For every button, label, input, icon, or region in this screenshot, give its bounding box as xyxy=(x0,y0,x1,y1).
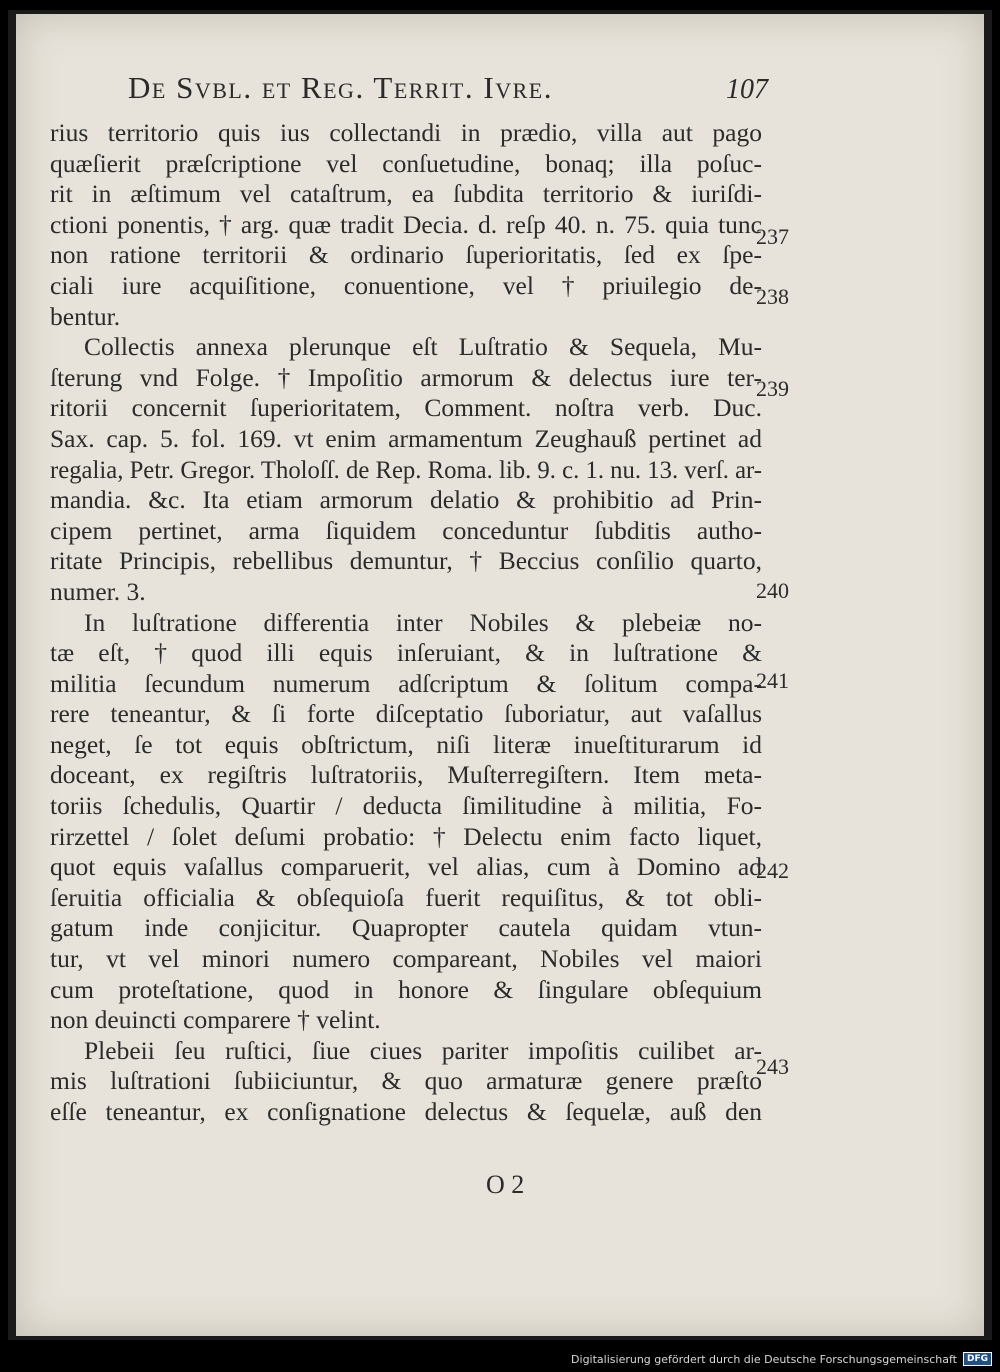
dfg-logo: DFG xyxy=(963,1352,992,1366)
text-line: ritorii concernit ſuperioritatem, Comment. noſtra verb. Duc. xyxy=(50,393,762,423)
signature-mark: O 2 xyxy=(486,1170,525,1199)
margin-number: 239 xyxy=(756,376,789,401)
text-line: toriis ſchedulis, Quartir / deducta ſimilitudine à militia, Fo- xyxy=(50,791,762,821)
text-line: mandia. &c. Ita etiam armorum delatio & prohibitio ad Prin- xyxy=(50,485,762,515)
text-line: quot equis vaſallus comparuerit, vel alias, cum à Domino ad xyxy=(50,852,762,882)
page-header xyxy=(128,70,768,110)
text-line: cum proteſtatione, quod in honore & ſingulare obſequium xyxy=(50,974,762,1004)
text-line: regalia, Petr. Gregor. Tholoſſ. de Rep. Roma. lib. 9. c. 1. nu. 13. verſ. ar- xyxy=(50,454,762,484)
text-line: neget, ſe tot equis obſtrictum, niſi literæ inueſtiturarum id xyxy=(50,729,762,759)
text-line: ciali iure acquiſitione, conuentione, vel † priuilegio de- xyxy=(50,270,762,300)
text-line: militia ſecundum numerum adſcriptum & ſolitum compa- xyxy=(50,668,762,698)
margin-number: 240 xyxy=(756,578,789,603)
text-line: Collectis annexa plerunque eſt Luſtratio & Sequela, Mu- xyxy=(84,332,762,362)
footer-text: Digitalisierung gefördert durch die Deutsche Forschungsgemeinschaft xyxy=(571,1352,957,1366)
margin-number: 238 xyxy=(756,284,789,309)
text-line: non deuincti comparere † velint. xyxy=(50,1005,381,1035)
margin-number: 242 xyxy=(756,858,789,883)
text-line: tæ eſt, † quod illi equis inſeruiant, & in luſtratione & xyxy=(50,638,762,668)
text-line: rit in æſtimum vel cataſtrum, ea ſubdita territorio & iuriſdi- xyxy=(50,179,762,209)
footer xyxy=(571,1352,992,1366)
margin-number: 241 xyxy=(756,668,789,693)
text-line: ſterung vnd Folge. † Impoſitio armorum & delectus iure ter- xyxy=(50,362,762,392)
text-line: rirzettel / ſolet deſumi probatio: † Delectu enim facto liquet, xyxy=(50,821,762,851)
text-line: numer. 3. xyxy=(50,576,146,606)
text-line: doceant, ex regiſtris luſtratoriis, Muſterregiſtern. Item meta- xyxy=(50,760,762,790)
text-line: ſeruitia officialia & obſequioſa fuerit requiſitus, & tot obli- xyxy=(50,882,762,912)
text-line: ritate Principis, rebellibus demuntur, † Beccius conſilio quarto, xyxy=(50,546,762,576)
margin-number: 237 xyxy=(756,224,789,249)
text-line: Plebeii ſeu ruſtici, ſiue ciues pariter impoſitis cuilibet ar- xyxy=(84,1035,762,1065)
text-line: rius territorio quis ius collectandi in prædio, villa aut pago xyxy=(50,118,762,147)
text-line: rere teneantur, & ſi forte diſceptatio ſuboriatur, aut vaſallus xyxy=(50,699,762,729)
page-number: 107 xyxy=(726,74,768,105)
text-line: Sax. cap. 5. fol. 169. vt enim armamentum Zeughauß pertinet ad xyxy=(50,423,762,453)
text-line: gatum inde conjicitur. Quapropter cautela quidam vtun- xyxy=(50,913,762,943)
text-line: cipem pertinet, arma ſiquidem conceduntur ſubditis autho- xyxy=(50,515,762,545)
body-text xyxy=(50,118,762,1128)
text-line: quæſierit præſcriptione vel conſuetudine, bonaq; illa poſuc- xyxy=(50,148,762,178)
text-line: tur, vt vel minori numero compareant, Nobiles vel maiori xyxy=(50,944,762,974)
text-line: eſſe teneantur, ex conſignatione delectus & ſequelæ, auß den xyxy=(50,1097,762,1126)
running-title: De Svbl. et Reg. Territ. Ivre. xyxy=(128,70,553,105)
text-line: ctioni ponentis, † arg. quæ tradit Decia. d. reſp 40. n. 75. quia tunc xyxy=(50,209,762,239)
text-line: mis luſtrationi ſubiiciuntur, & quo armaturæ genere præſto xyxy=(50,1066,762,1096)
text-line: bentur. xyxy=(50,301,121,331)
text-line: non ratione territorii & ordinario ſuperioritatis, ſed ex ſpe- xyxy=(50,240,762,270)
margin-number: 243 xyxy=(756,1054,789,1079)
text-line: In luſtratione differentia inter Nobiles & plebeiæ no- xyxy=(84,607,762,637)
